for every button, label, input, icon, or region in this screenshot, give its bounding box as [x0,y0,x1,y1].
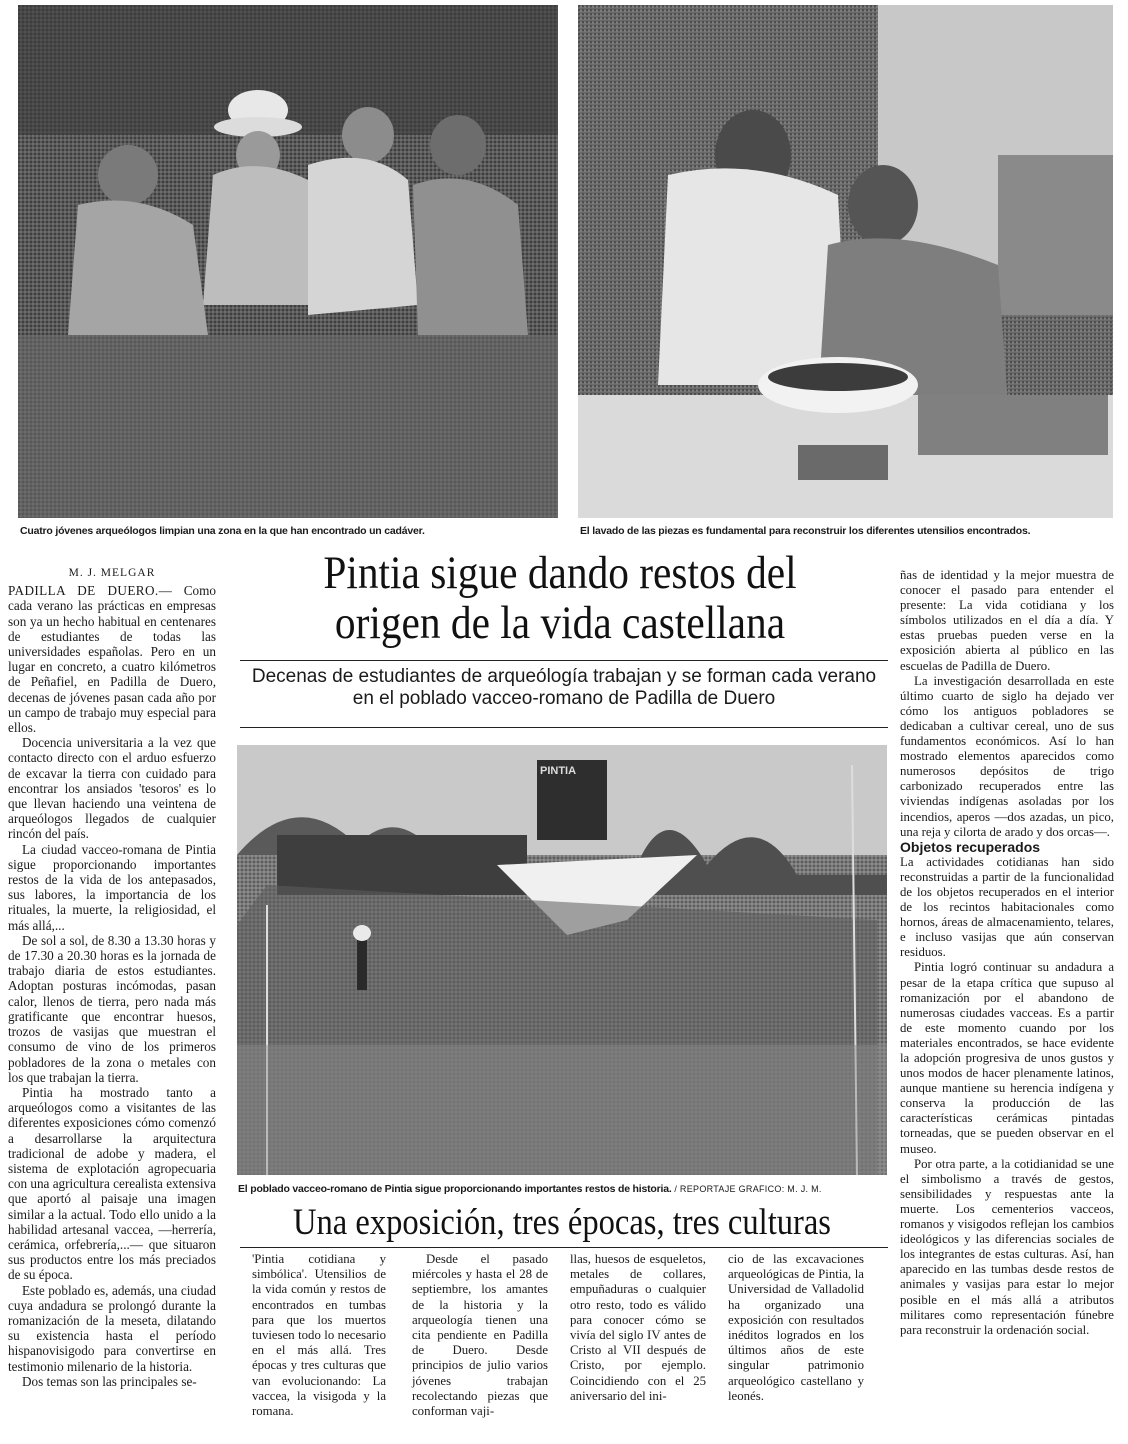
sidebar-column-4 [728,1252,864,1404]
article-paragraph: ñas de identidad y la mejor muestra de conocer el pasado para entender el presente: La vida cotidiana y los símbolos utilizados en el día a día. Y estas pruebas pueden verse en la exposición abierta al público en las escuelas de Padilla de Duero. [900,568,1114,673]
photo-caption-top-right: El lavado de las piezas es fundamental para reconstruir los diferentes utensilios encontrados. [580,525,1031,537]
center-caption-text: El poblado vacceo-romano de Pintia sigue proporcionando importantes restos de historia. [238,1183,672,1195]
sidebar-headline: Una exposición, tres épocas, tres culturas [293,1202,831,1243]
article-paragraph: La ciudad vacceo-romana de Pintia sigue proporcionando importantes restos de la vida de los antepasados, sus labores, la importancia de los rituales, la muerte, la religiosidad, el más allá,... [8,841,216,933]
photo-credit: / REPORTAJE GRAFICO: M. J. M. [674,1184,822,1194]
article-paragraph: De sol a sol, de 8.30 a 13.30 horas y de 17.30 a 20.30 horas es la jornada de trabajo diaria de estos estudiantes. Adoptan posturas incómodas, pasan calor, llenos de tierra, pero nada más gratificante que encontrar huesos, trozos de vasijas que muestran el consumo de vino de los primeros pobladores de la zona o metales con los que trabajan la tierra. [8,932,216,1085]
sidebar-column-1 [252,1252,386,1419]
photo-archaeologists-cleaning [18,5,558,518]
headline-rule [240,660,888,661]
sidebar-paragraph: cio de las excavaciones arqueológicas de Pintia, la Universidad de Valladolid ha organizado una exposición con resultados inéditos logrados en los últimos años de este singular patrimonio arqueológico castellano y leonés. [728,1252,864,1403]
article-paragraph: Pintia logró continuar su andadura a pesar de la etapa crítica que supuso al romanización por el abandono de numerosas ciudades vacceas. Es a partir de este momento cuando por los materiales encontrados, se hace evidente la adopción progresiva de unos gustos y unos modos de hacer plenamente latinos, aunque mantiene su herencia indígena y conserva la producción de las características cerámicas pintadas torneadas, que se pueden observar en el museo. [900,960,1114,1156]
article-paragraph: Pintia ha mostrado tanto a arqueólogos como a visitantes de las diferentes exposiciones cómo comenzó a desarrollarse la arquitectura tradicional de adobe y madera, el sistema de explotación agropecuaria con una agricultura cerealista extensiva que aportó al paisaje una imagen similar a la actual. Todo ello unido a la habilidad artesanal vaccea, —herrería, cerámica, orfebrería,...— que situaron sus productos entre los más preciados de su época. [8,1084,216,1283]
site-sign-text: PINTIA [540,765,577,777]
deck: Decenas de estudiantes de arqueólogía trabajan y se forman cada verano en el poblado vacceo-romano de Padilla de Duero [251,666,877,709]
article-paragraph: La investigación desarrollada en este último cuarto de siglo ha dejado ver cómo los antiguos pobladores se dedicaban a cultivar cereal, uno de sus fundamentos económicos. Así lo han mostrado elementos aparecidos como numerosos depósitos de trigo carbonizado recuperados entre las viviendas indígenas asoladas por los incendios, aperos —dos azadas, un pico, una reja y cilorta de arado y dos orcas—. [900,673,1114,839]
sidebar-column-2 [412,1252,548,1419]
sidebar-paragraph: 'Pintia cotidiana y simbólica'. Utensilios de la vida común y restos de encontrados en tumbas para que los muertos tuviesen todo lo necesario en el más allá. Tres épocas y tres culturas que van evolucionando: La vaccea, la visigoda y la romana. [252,1252,386,1419]
sidebar-column-3 [570,1252,706,1404]
dateline: PADILLA DE DUERO.— [8,583,173,599]
article-paragraph: Por otra parte, a la cotidianidad se une el simbolismo a través de gestos, sensibilidades y respuestas ante la muerte. Los cementerios vacceos, romanos y visigodos reflejan los cambios ideológicos y las diferencias sociales de los integrantes de estas culturas. Así, han aparecido en las tumbas desde restos de animales y vasijas para estar lo mejor posible en el más allá a atributos militares como representación fúnebre para reconstruir la ordenación social. [900,1156,1114,1337]
deck-rule [240,727,888,728]
byline: M. J. MELGAR [68,567,156,579]
article-paragraph: La actividades cotidianas han sido reconstruidas a partir de la funcionalidad de los objetos recuperados en el interior de los recintos habitacionales como hornos, áreas de almacenamiento, telares, e incluso vasijas que aún conservan residuos. [900,854,1114,960]
photo-pintia-site [237,745,887,1175]
article-column-right [900,568,1114,1338]
photo-caption-top-left: Cuatro jóvenes arqueólogos limpian una zona en la que han encontrado un cadáver. [20,525,425,537]
headline: Pintia sigue dando restos del origen de la vida castellana [323,547,797,649]
sidebar-paragraph: Desde el pasado miércoles y hasta el 28 de septiembre, los amantes de la historia y la arqueología tienen una cita pendiente en Padilla de Duero. Desde principios de julio varios jóvenes trabajan recolectando piezas que conforman vaji- [412,1252,548,1419]
sidebar-paragraph: llas, huesos de esqueletos, metales de collares, empuñaduras o cualquier otro resto, todo es válido para conocer cómo se vivía del siglo IV antes de Cristo al VII después de Cristo, por ejemplo. Coincidiendo con el 25 aniversario del ini- [570,1252,706,1403]
article-paragraph: Docencia universitaria a la vez que contacto directo con el arduo esfuerzo de excavar la tierra con cuidado para encontrar los ansiados 'tesoros' es lo que llevan haciendo una veintena de arqueólogos llegados de cualquier rincón del país. [8,735,216,842]
sidebar-rule [240,1247,888,1248]
article-column-left [8,566,216,1389]
photo-caption-center [238,1183,822,1195]
photo-washing-pieces [578,5,1113,518]
subhead: Objetos recuperados [900,838,1041,855]
article-paragraph: Dos temas son las principales se- [22,1373,197,1389]
article-paragraph: PADILLA DE DUERO.— Como cada verano las prácticas en empresas son ya un hecho habitual en centenares de estudiantes de todas las universidades españolas. Pero en un lugar en concreto, a cuatro kilómetros de Peñafiel, en Padilla de Duero, decenas de jóvenes pasan cada año por un campo de trabajo muy especial para ellos. [8,583,216,736]
article-paragraph: Este poblado es, además, una ciudad cuya andadura se prolongó durante la romanización de la meseta, dilatando su existencia hasta el período hispanovisigodo para convertirse en testimonio milenario de la historia. [8,1282,216,1374]
